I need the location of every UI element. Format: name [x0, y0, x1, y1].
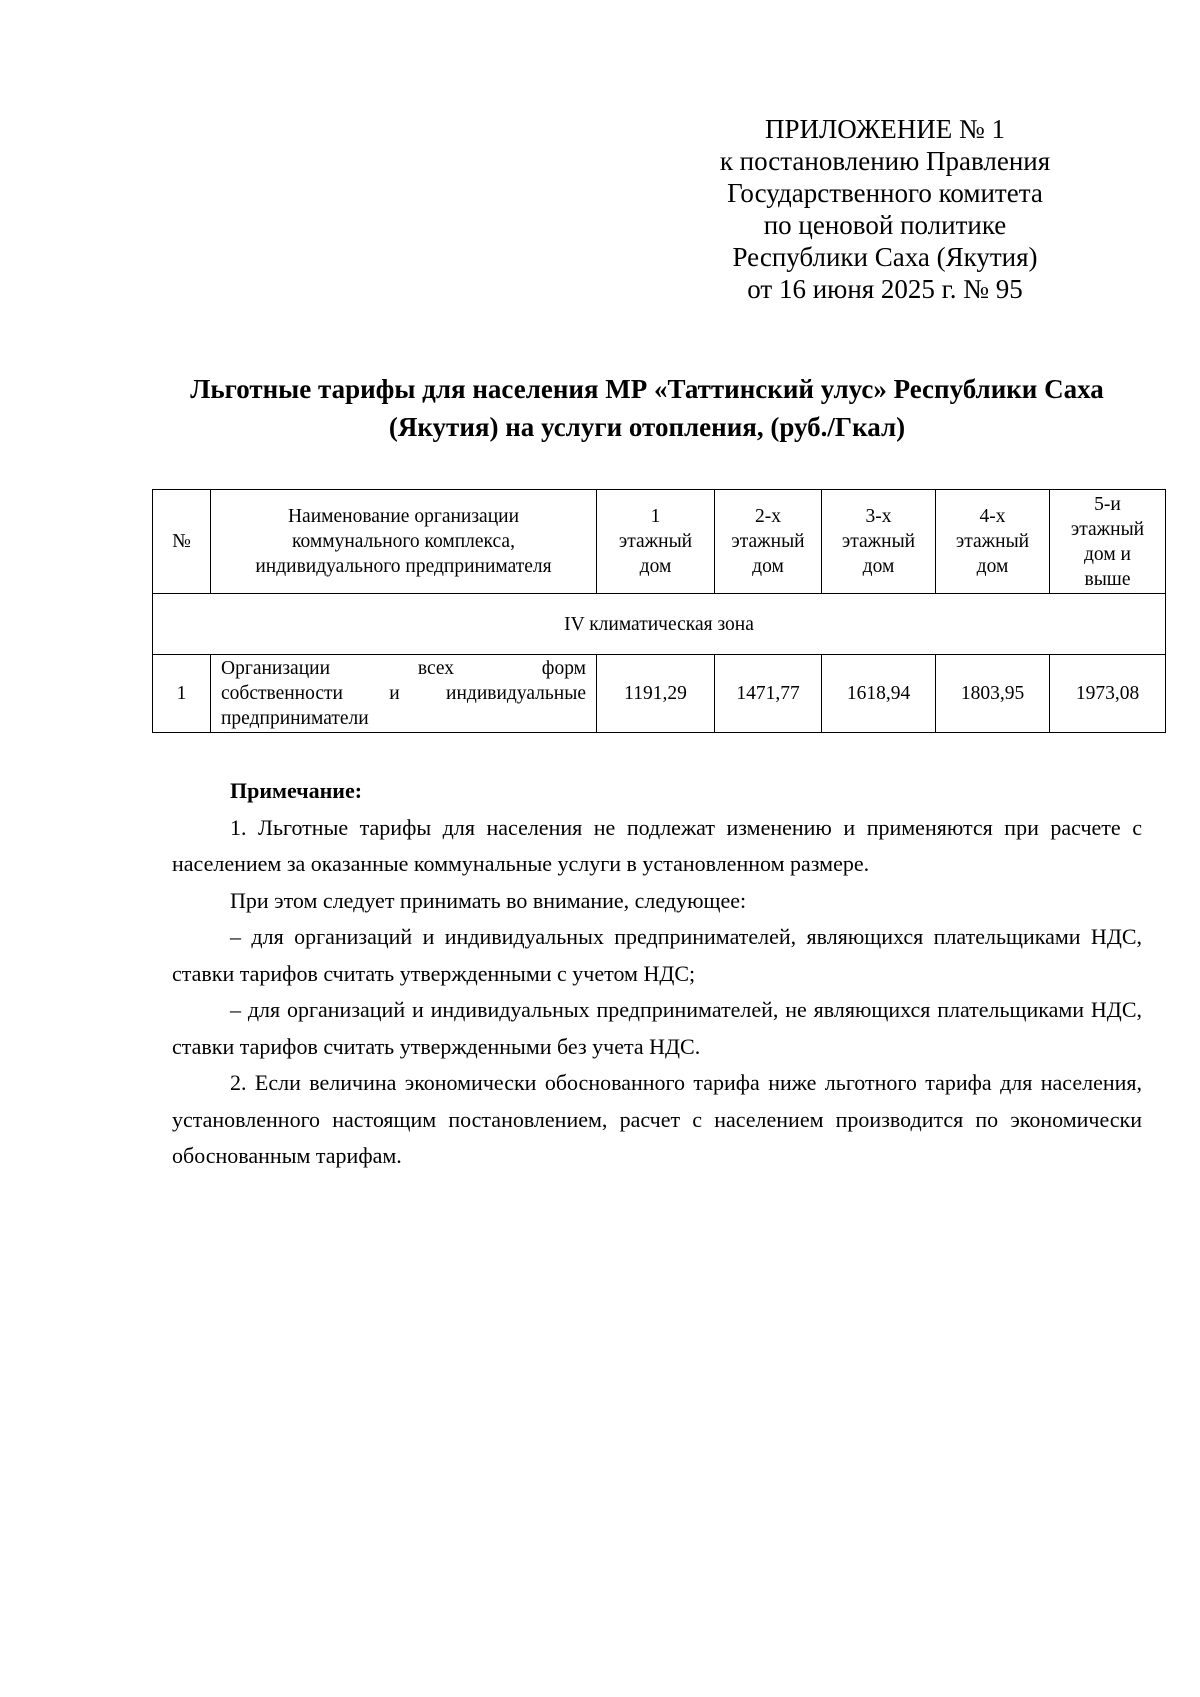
note-paragraph: 2. Если величина экономически обоснованного тарифа ниже льготного тарифа для населения, установленного настоящим постановлением, расчет с населением производится по экономически обоснованным тарифам. [172, 1070, 1142, 1168]
header-name-line: индивидуального предпринимателя [255, 556, 552, 577]
header-num-text: № [172, 531, 191, 552]
row-name-line: предприниматели [221, 708, 369, 729]
notes-heading: Примечание: [230, 778, 363, 803]
header-text: 2-х [755, 506, 781, 527]
row-name-line: собственности и индивидуальные [221, 683, 586, 704]
title-line: Льготные тарифы для населения МР «Таттинский улус» Республики Саха [190, 374, 1104, 404]
header-text: 1 [650, 506, 661, 527]
header-4-floor [936, 490, 1050, 594]
header-text: этажный [955, 531, 1030, 552]
note-paragraph: – для организаций и индивидуальных предпринимателей, являющихся плательщиками НДС, ставки тарифов считать утвержденными с учетом НДС; [172, 924, 1142, 986]
tariff-4-floor-cell: 1803,95 [936, 655, 1050, 733]
header-text: дом [752, 556, 784, 577]
notes-section [172, 773, 1142, 1175]
tariff-5-floor-cell: 1973,08 [1050, 655, 1166, 733]
note-paragraph: – для организаций и индивидуальных предпринимателей, не являющихся плательщиками НДС, ставки тарифов считать утвержденными без учета НДС. [172, 997, 1142, 1059]
header-text: этажный [731, 531, 805, 552]
appendix-line: Республики Саха (Якутия) [732, 242, 1038, 272]
header-text: этажный [618, 531, 693, 552]
climate-zone-cell: IV климатическая зона [153, 594, 1166, 655]
appendix-line: ПРИЛОЖЕНИЕ № 1 [764, 114, 1006, 144]
table-row [153, 655, 1166, 733]
header-5-floor [1050, 490, 1166, 594]
appendix-line: по ценовой политике [763, 210, 1007, 240]
header-2-floor [715, 490, 822, 594]
header-text: 3-х [865, 506, 892, 527]
header-name [211, 490, 597, 594]
tariff-3-floor-cell: 1618,94 [822, 655, 936, 733]
appendix-line: от 16 июня 2025 г. № 95 [747, 274, 1023, 304]
row-name-cell [211, 655, 597, 733]
header-num [153, 490, 211, 594]
header-text: дом [976, 556, 1009, 577]
note-paragraph: 1. Льготные тарифы для населения не подлежат изменению и применяются при расчете с населением за оказанные коммунальные услуги в установленном размере. [172, 814, 1142, 876]
header-text: 4-х [979, 506, 1006, 527]
tariff-1-floor-cell: 1191,29 [597, 655, 715, 733]
title-line: (Якутия) на услуги отопления, (руб./Гкал) [388, 412, 906, 442]
header-1-floor [597, 490, 715, 594]
tariff-table [152, 489, 1166, 733]
zone-row [153, 594, 1166, 655]
appendix-line: к постановлению Правления [719, 146, 1051, 176]
header-text: дом [639, 556, 672, 577]
header-text: дом и [1084, 543, 1131, 565]
note-paragraph: При этом следует принимать во внимание, следующее: [230, 887, 747, 913]
row-name-line: Организации всех форм [221, 658, 586, 679]
header-text: этажный [1070, 518, 1145, 540]
header-text: 5-и [1094, 493, 1121, 515]
table-header-row [153, 490, 1166, 594]
document-title [152, 370, 1142, 446]
appendix-line: Государственного комитета [727, 178, 1043, 208]
appendix-block [705, 113, 1065, 305]
header-text: этажный [841, 531, 916, 552]
header-name-line: коммунального комплекса, [292, 531, 515, 552]
header-text: дом [862, 556, 895, 577]
header-3-floor [822, 490, 936, 594]
header-text: выше [1084, 568, 1131, 590]
row-num-cell: 1 [153, 655, 211, 733]
header-name-line: Наименование организации [287, 506, 520, 527]
tariff-2-floor-cell: 1471,77 [715, 655, 822, 733]
